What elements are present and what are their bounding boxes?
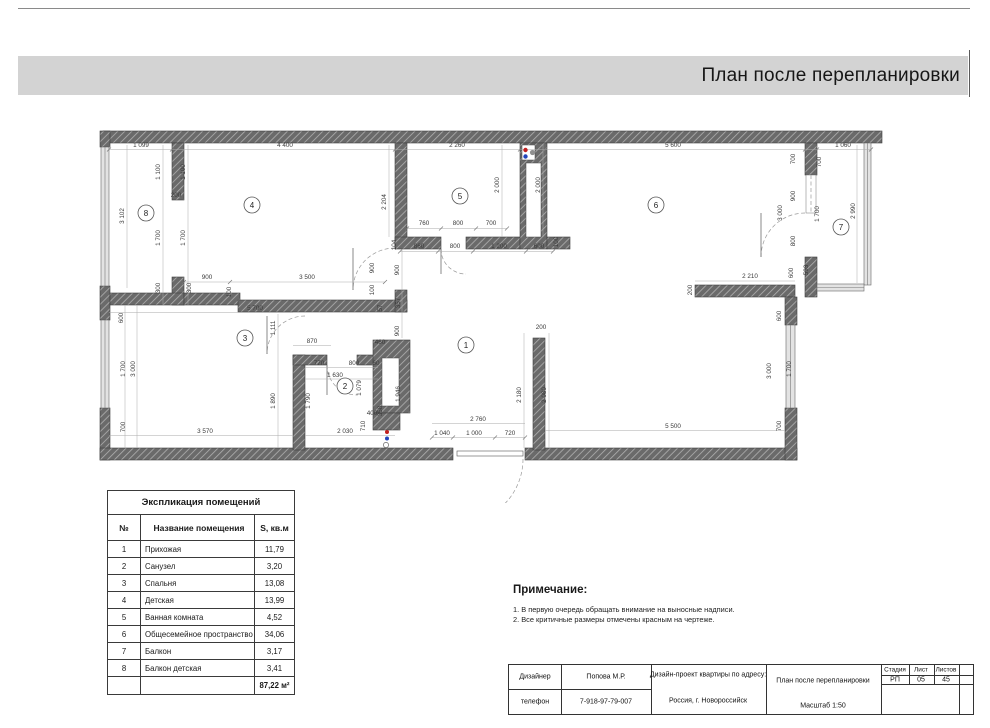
page-title: План после перепланировки — [701, 65, 960, 86]
sheet-top-rule — [18, 8, 970, 9]
riser-hot-icon — [523, 148, 527, 152]
dimension-label: 700 — [816, 156, 823, 168]
dimension-label: 1 700 — [120, 361, 127, 377]
dimension-label: 358 — [377, 405, 384, 417]
dimension-label: 1 060 — [835, 142, 851, 149]
dimension-label: 5 700 — [247, 305, 263, 312]
dimension-label: 1 790 — [305, 393, 312, 409]
dimension-label: 5 500 — [665, 423, 681, 430]
dimension-label: 1 700 — [786, 361, 793, 377]
dimension-label: 200 — [170, 192, 182, 199]
room-number: 8 — [143, 208, 149, 218]
dimension-label: 100 — [553, 236, 560, 248]
dimension-label: 200 — [687, 284, 694, 296]
table-total-row — [108, 677, 295, 695]
dimension-label: 720 — [504, 430, 516, 437]
dimension-label: 1 111 — [270, 320, 277, 336]
room-number: 1 — [463, 340, 469, 350]
dimension-label: 800 — [449, 243, 461, 250]
table-row: 6 Общесемейное пространство 34,06 — [108, 626, 295, 643]
dimension-label: 2 990 — [850, 203, 857, 219]
dimension-label: 100 — [369, 284, 376, 296]
dimension-label: 300 — [155, 282, 162, 294]
dimension-label: 600 — [788, 267, 795, 279]
dimension-label: 700 — [776, 420, 783, 432]
dimension-label: 300 — [186, 282, 193, 294]
table-row: 7 Балкон 3,17 — [108, 643, 295, 660]
project-address-line2: Россия, г. Новороссийск — [668, 697, 748, 705]
dimension-label: 2 760 — [470, 416, 486, 423]
riser-drain-icon — [383, 442, 388, 447]
dimension-label: 900 — [394, 325, 401, 337]
table-row: 8 Балкон детская 3,41 — [108, 660, 295, 677]
dimension-label: 1 079 — [356, 380, 363, 396]
dimension-label: 100 — [226, 286, 233, 298]
dimension-label: 1 700 — [155, 230, 162, 246]
room-number: 6 — [653, 200, 659, 210]
note-item: 2. Все критичные размеры отмечены красным на чертеже. — [513, 615, 715, 624]
dimension-label: 3 500 — [299, 274, 315, 281]
dimension-label: 1 200 — [491, 243, 507, 250]
explication-table — [107, 490, 295, 695]
explication-title: Экспликация помещений — [108, 491, 295, 515]
room-number: 3 — [242, 333, 248, 343]
dimension-label: 1 700 — [814, 206, 821, 222]
walls — [100, 131, 882, 460]
dimension-label: 3 570 — [197, 428, 213, 435]
explication-body — [108, 541, 295, 677]
dimension-label: 1 000 — [466, 430, 482, 437]
dimension-label: 1 700 — [180, 230, 187, 246]
dimension-label: 2 000 — [535, 177, 542, 193]
riser-cold-icon — [385, 437, 389, 441]
dimension-label: 104 — [391, 239, 398, 251]
dimension-label: 2 080 — [541, 387, 548, 403]
dimension-label: 1 040 — [434, 430, 450, 437]
room-number: 5 — [457, 191, 463, 201]
col-header-area: S, кв.м — [255, 515, 295, 541]
table-row: 3 Спальня 13,08 — [108, 575, 295, 592]
drawing-scale: Масштаб 1:50 — [800, 702, 846, 710]
dimension-label: 3 102 — [119, 208, 126, 224]
col-header-num: № — [108, 515, 141, 541]
stage-label: Стадия — [884, 666, 906, 674]
dimension-label: 1 630 — [327, 372, 343, 379]
dimension-label: 2 180 — [516, 387, 523, 403]
dimension-label: 357 — [395, 297, 402, 309]
room-number: 2 — [342, 381, 348, 391]
dimension-label: 4 400 — [277, 142, 293, 149]
dimension-label: 800 — [790, 235, 797, 247]
title-block — [508, 664, 974, 715]
dimension-label: 900 — [369, 262, 376, 274]
riser-hot-icon — [385, 430, 389, 434]
dimension-label: 2 260 — [449, 142, 465, 149]
sheets-label: Листов — [935, 666, 957, 674]
floor-plan-drawing — [95, 118, 885, 503]
phone-label: телефон — [520, 698, 550, 706]
dimension-label: 900 — [394, 264, 401, 276]
dimension-label: 600 — [533, 243, 545, 250]
dimension-label: 1 890 — [270, 393, 277, 409]
dimension-label: 460 — [374, 339, 386, 346]
room-number: 4 — [249, 200, 255, 210]
dimension-label: 3 000 — [777, 205, 784, 221]
dimension-label: 1 100 — [155, 164, 162, 180]
table-row: 4 Детская 13,99 — [108, 592, 295, 609]
dimension-label: 2 210 — [742, 273, 758, 280]
total-area: 87,22 м² — [255, 677, 295, 695]
sheet-header-divider — [969, 50, 970, 97]
sheet-header-bar — [18, 56, 968, 95]
dimension-label: 700 — [120, 421, 127, 433]
dimension-label: 2 030 — [337, 428, 353, 435]
dimension-label: 2 204 — [381, 194, 388, 210]
dimension-label: 57 — [377, 304, 384, 312]
dimension-label: 710 — [360, 420, 367, 432]
dimension-label: 1 946 — [395, 386, 402, 402]
dimension-label: 900 — [201, 274, 213, 281]
col-header-name: Название помещения — [141, 515, 255, 541]
dimension-label: 770 — [313, 360, 325, 367]
dimension-label: 800 — [348, 360, 360, 367]
dimension-label: 2 000 — [494, 177, 501, 193]
table-title-row — [108, 491, 295, 515]
phone-number: 7-918-97-79-007 — [579, 698, 633, 706]
dimension-label: 3 000 — [130, 361, 137, 377]
table-header-row — [108, 515, 295, 541]
sheet-value: 05 — [917, 676, 925, 683]
notes-block — [513, 584, 843, 625]
dimension-label: 400 — [366, 410, 378, 417]
dimension-label: 1 100 — [180, 164, 187, 180]
stage-value: РП — [890, 676, 900, 683]
table-row: 1 Прихожая 11,79 — [108, 541, 295, 558]
designer-name: Попова М.Р. — [586, 673, 626, 681]
dimension-label: 600 — [118, 312, 125, 324]
notes-title: Примечание: — [513, 584, 588, 596]
sheet-label: Лист — [914, 666, 928, 674]
dimension-label: 60 — [372, 360, 380, 367]
dimension-label: 200 — [535, 324, 547, 331]
dimension-label: 5 600 — [665, 142, 681, 149]
table-row: 5 Ванная комната 4,52 — [108, 609, 295, 626]
designer-label: Дизайнер — [519, 673, 551, 681]
sheets-value: 45 — [942, 676, 950, 683]
project-address-line1: Дизайн-проект квартиры по адресу: — [649, 671, 767, 679]
dimension-label: 860 — [413, 243, 425, 250]
drawing-title: План после перепланировки — [776, 677, 870, 685]
dimension-label: 1 099 — [133, 142, 149, 149]
note-item: 1. В первую очередь обращать внимание на выносные надписи. — [513, 605, 735, 614]
riser-gray-icon — [530, 150, 535, 155]
dimension-label: 800 — [452, 220, 464, 227]
dimension-label: 600 — [776, 310, 783, 322]
dimension-label: 760 — [418, 220, 430, 227]
dimension-label: 3 000 — [766, 363, 773, 379]
room-number: 7 — [838, 222, 844, 232]
riser-cold-icon — [523, 154, 527, 158]
dimension-label: 870 — [306, 338, 318, 345]
dimension-label: 593 — [803, 264, 810, 276]
dimension-label: 700 — [790, 153, 797, 165]
dimension-label: 700 — [485, 220, 497, 227]
table-row: 2 Санузел 3,20 — [108, 558, 295, 575]
dimension-label: 900 — [790, 190, 797, 202]
